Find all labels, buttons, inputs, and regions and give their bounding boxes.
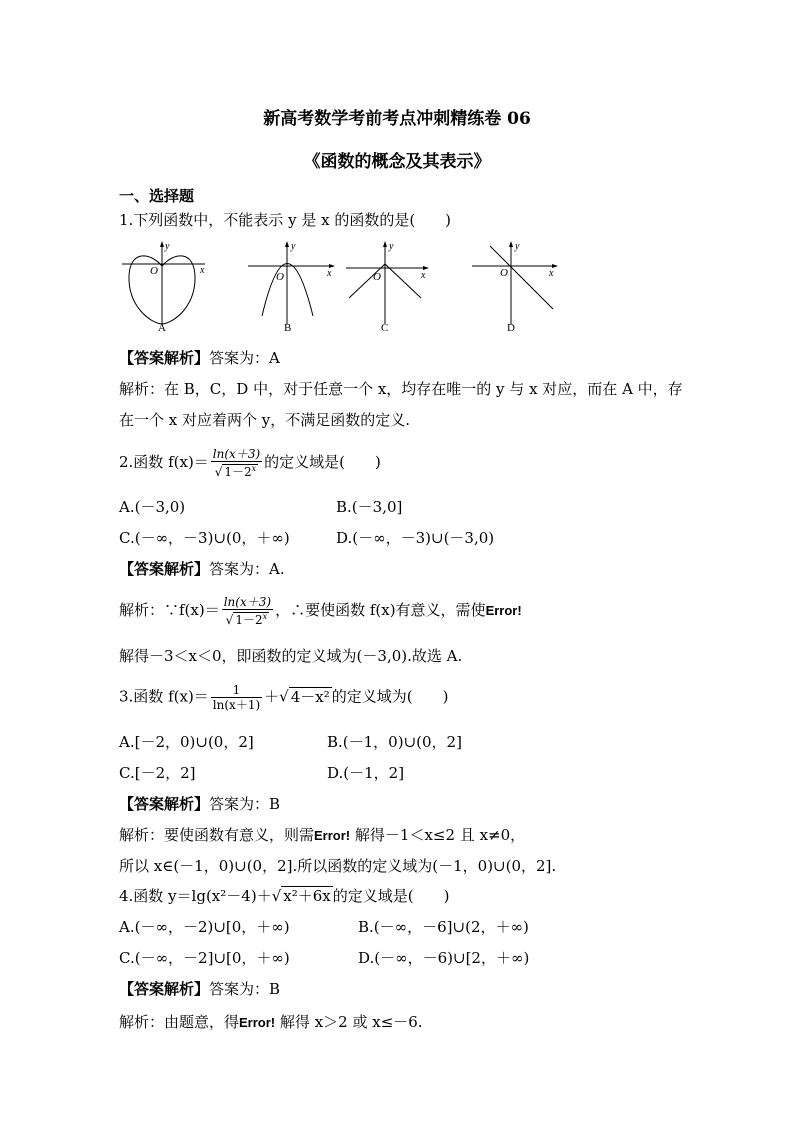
q3-option-c: C.[－2，2] [119, 764, 196, 782]
q1-graphs [0, 236, 794, 346]
page-subtitle: 《函数的概念及其表示》 [303, 152, 491, 172]
graph-a-origin: O [150, 265, 158, 277]
graph-b-y-label: y [291, 241, 296, 252]
graph-a [122, 241, 205, 334]
q2-option-b: B.(－3,0] [336, 498, 403, 516]
q1-answer: 【答案解析】答案为：A [119, 349, 280, 367]
graph-a-x-label: x [200, 265, 205, 276]
q4-answer: 【答案解析】答案为：B [119, 980, 281, 998]
graph-c-x-label: x [421, 270, 426, 281]
q1-explanation-2: 在一个 x 对应着两个 y，不满足函数的定义. [119, 411, 411, 429]
graph-c-origin: O [373, 271, 381, 283]
q2-answer: 【答案解析】答案为：A. [119, 560, 285, 578]
graph-d [472, 241, 558, 334]
page-title: 新高考数学考前考点冲刺精练卷 06 [263, 109, 531, 129]
graph-d-y-label: y [515, 241, 520, 252]
q2-explanation-1: 解析：∵f(x)＝ $\frac{\ln(x+3)}{√ 1-2^x}$ ，∴要使函数 f(x)有意义，需使Error! [119, 595, 522, 627]
q4-option-c: C.(－∞，－2]∪[0，＋∞) [119, 949, 290, 967]
section-heading: 一、选择题 [119, 187, 195, 205]
graph-c [346, 241, 429, 334]
q3-answer: 【答案解析】答案为：B [119, 795, 281, 813]
graph-b-label: B [284, 322, 292, 334]
q4-explanation: 解析：由题意，得Error! 解得 x＞2 或 x≤－6. [119, 1013, 423, 1031]
q1-explanation-1: 解析：在 B，C，D 中，对于任意一个 x，均存在唯一的 y 与 x 对应，而在 A 中，存 [119, 380, 683, 398]
q4-option-a: A.(－∞，－2)∪[0，＋∞) [119, 918, 290, 936]
graph-c-y-label: y [389, 241, 394, 252]
q2-option-d: D.(－∞，－3)∪(－3,0) [336, 529, 495, 547]
q3-explanation-1: 解析：要使函数有意义，则需Error! 解得－1＜x≤2 且 x≠0， [119, 826, 526, 844]
q4-stem: 4.函数 y＝lg(x²－4)＋√ x²＋6x 的定义域是( ) [119, 887, 450, 905]
q1-stem: 1.下列函数中，不能表示 y 是 x 的函数的是( ) [119, 211, 452, 229]
q2-stem: 2.函数 f(x)＝ $\frac{\ln(x+3)}{√ 1-2^x}$ 的定义域是( ) [119, 447, 381, 479]
graph-b-origin: O [276, 271, 284, 283]
q3-explanation-2: 所以 x∈(－1，0)∪(0，2].所以函数的定义域为(－1，0)∪(0，2]. [119, 857, 557, 875]
q2-option-c: C.(－∞，－3)∪(0，＋∞) [119, 529, 290, 547]
q2-explanation-2: 解得－3＜x＜0，即函数的定义域为(－3,0).故选 A. [119, 647, 463, 665]
graph-a-y-label: y [165, 241, 170, 252]
q3-option-d: D.(－1，2] [327, 764, 405, 782]
q3-option-a: A.[－2，0)∪(0，2] [119, 733, 254, 751]
graph-b-x-label: x [327, 268, 332, 279]
q4-option-b: B.(－∞，－6]∪(2，＋∞) [358, 918, 529, 936]
graph-c-label: C [381, 322, 389, 334]
graph-d-label: D [507, 322, 515, 334]
q4-option-d: D.(－∞，－6)∪[2，＋∞) [358, 949, 530, 967]
graph-b [248, 241, 335, 334]
graph-d-origin: O [500, 267, 508, 279]
graph-d-x-label: x [549, 268, 554, 279]
q2-option-a: A.(－3,0) [119, 498, 186, 516]
q3-option-b: B.(－1，0)∪(0，2] [327, 733, 462, 751]
q3-stem: 3.函数 f(x)＝ $\frac{1}{\ln(x+1)}$ ＋√ 4－x² 的定义域为( ) [119, 683, 449, 712]
graph-a-label: A [158, 322, 166, 334]
